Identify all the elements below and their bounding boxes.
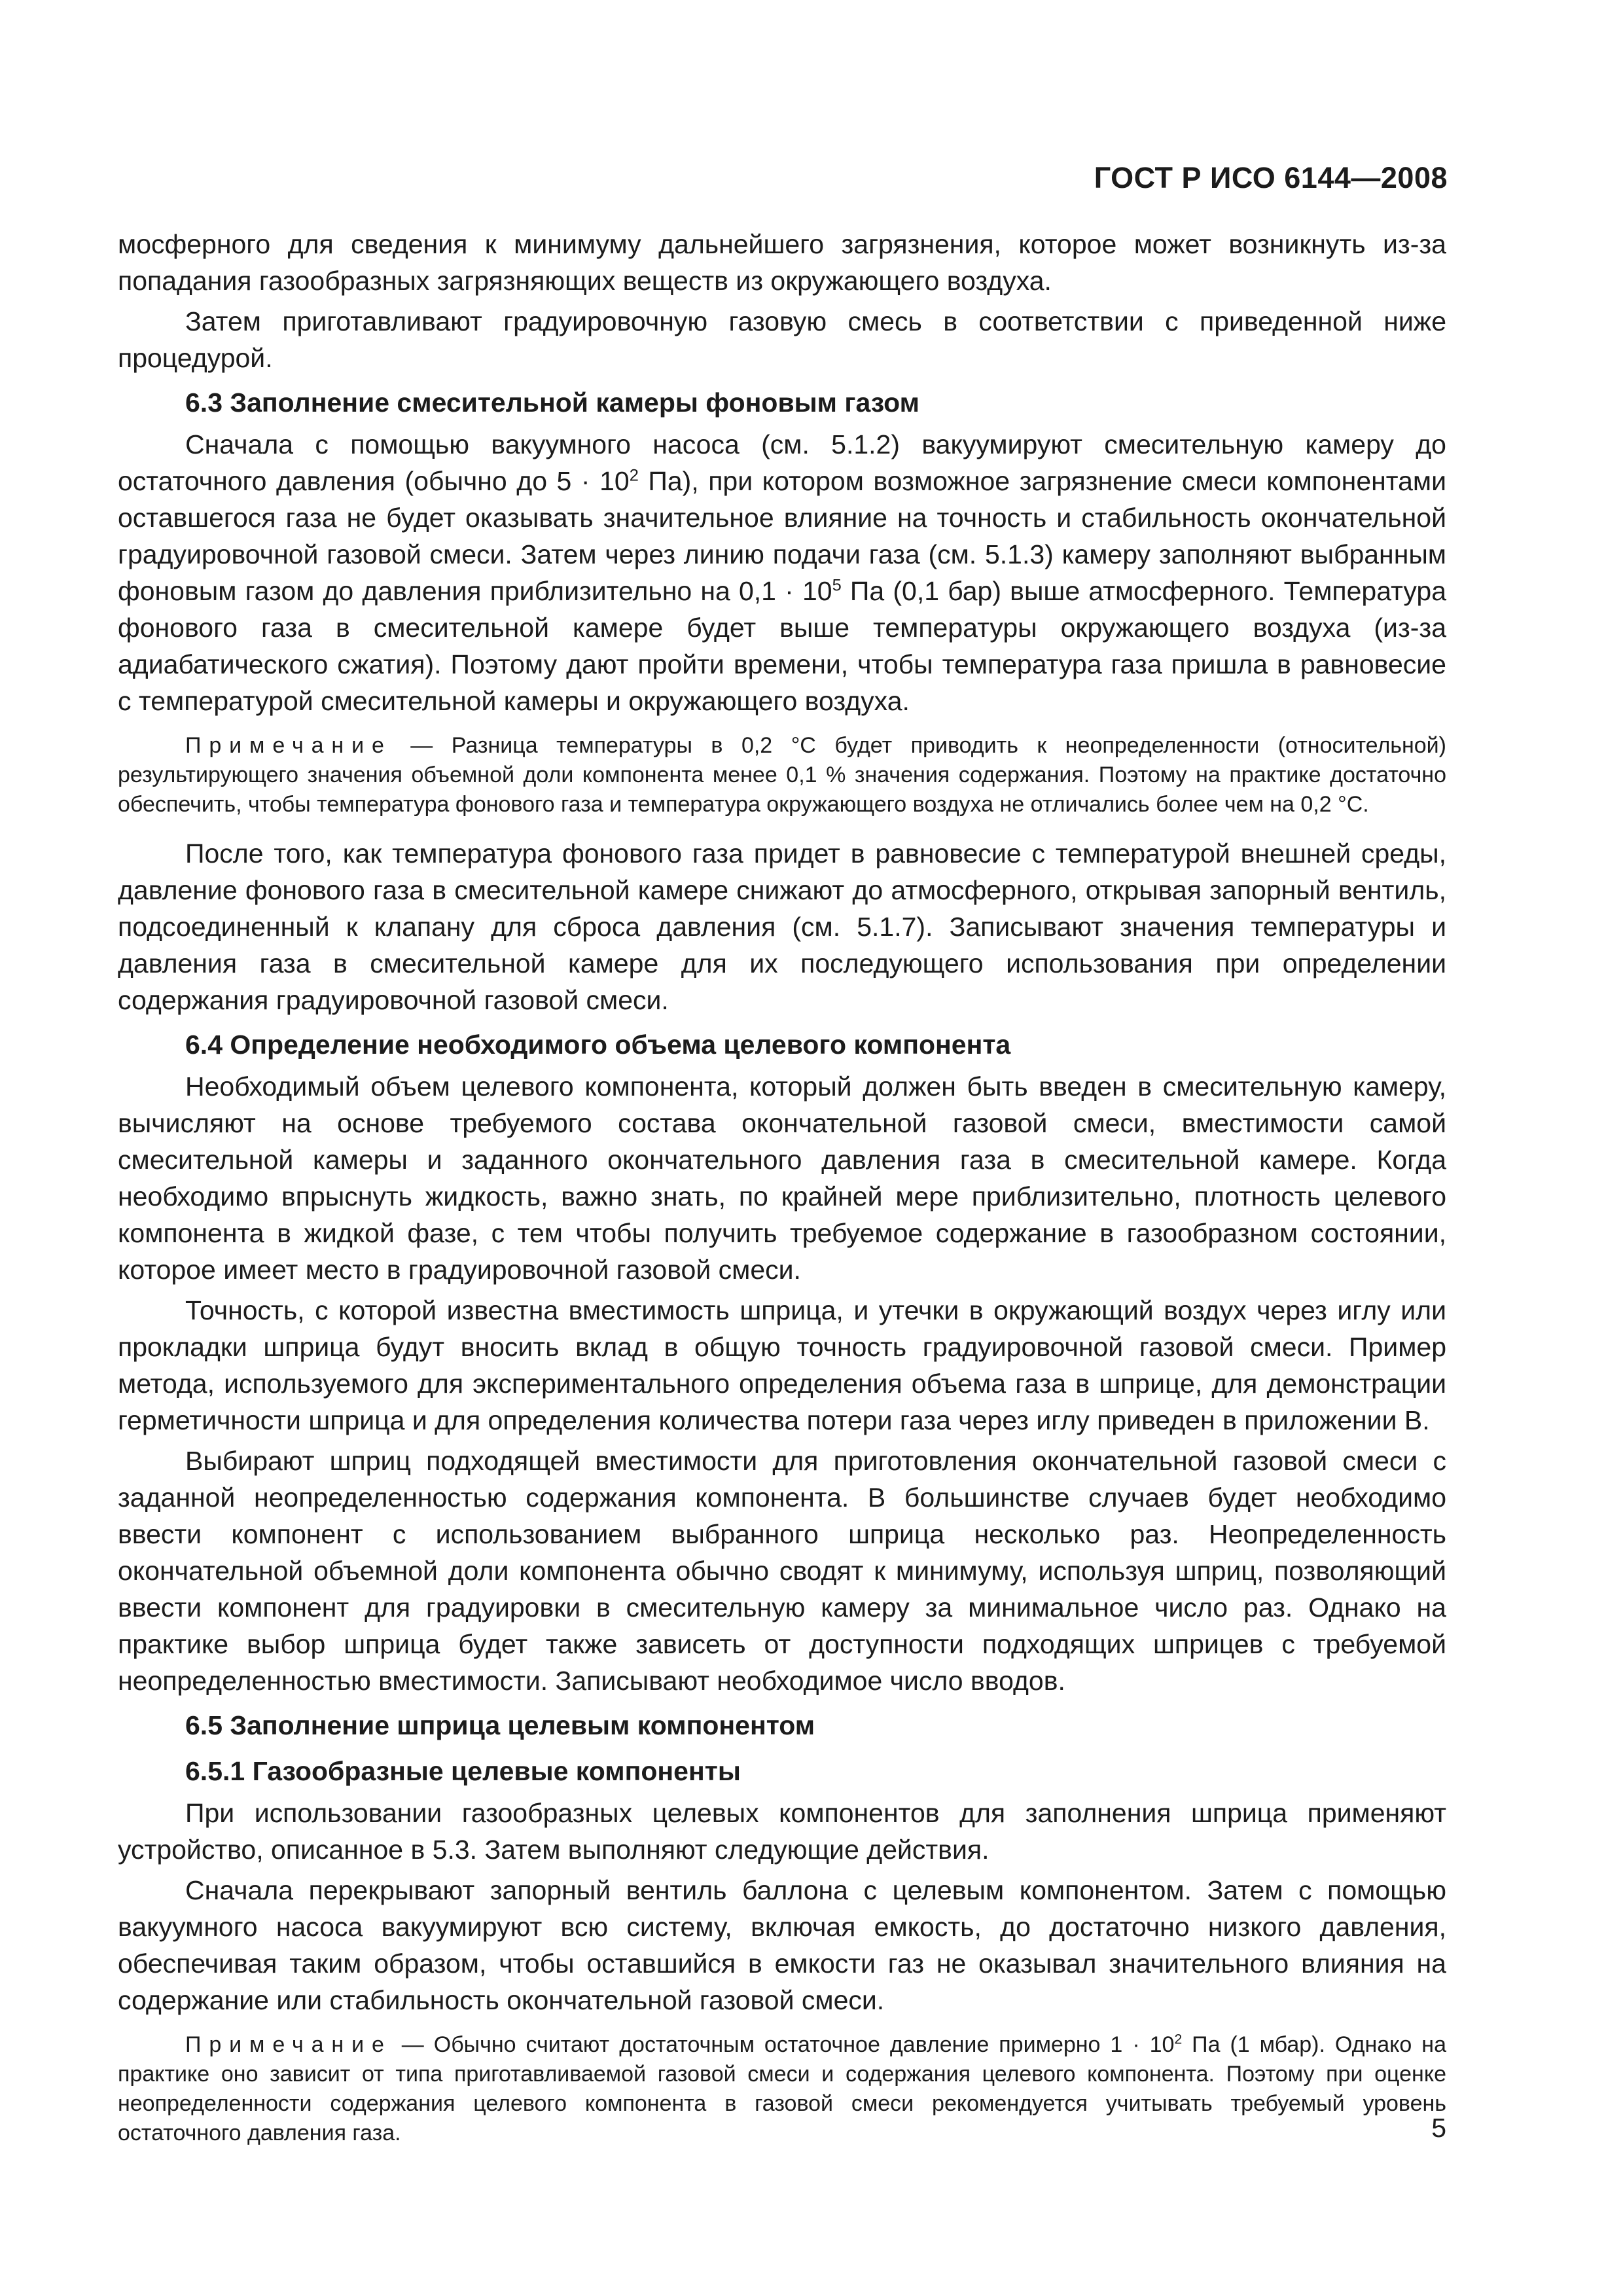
section-heading-6-5: 6.5 Заполнение шприца целевым компонентом	[185, 1710, 815, 1740]
paragraph: Точность, с которой известна вместимость шприца, и утечки в окружающий воздух через иглу или прокладки шприца будут вносить вклад в общую точность градуировочной газовой смеси. Пример метода, используемого для экспериментального определения объема газа в шприце, для демонстрации герметичности шприца и для определения количества потери газа через иглу приведен в приложении В.	[118, 1295, 1446, 1435]
paragraph: При использовании газообразных целевых компонентов для заполнения шприца применяют устройство, описанное в 5.3. Затем выполняют следующие действия.	[118, 1798, 1446, 1865]
text-fragment: Па), при котором возможное загрязнение смеси компонентами оставшегося газа не будет оказывать значительное влияние на точность и стабильность окончательной градуировочной газовой смеси. Затем через линию подачи газа (см. 5.1.3) камеру заполняют выбранным фоновым газом до давления приблизительно на 0,1 · 10	[118, 466, 1446, 606]
note-label: Примечание	[185, 2032, 392, 2057]
paragraph: После того, как температура фонового газа придет в равновесие с температурой внешней среды, давление фонового газа в смесительной камере снижают до атмосферного, открывая запорный вентиль, подсоединенный к клапану для сброса давления (см. 5.1.7). Записывают значения температуры и давления газа в смесительной камере для их последующего использования при определении содержания градуировочной газовой смеси.	[118, 838, 1446, 1015]
text-fragment: Сначала с помощью вакуумного насоса (см. 5.1.2) вакуумируют смесительную камеру до остаточного давления (обычно до 5 · 10	[118, 429, 1446, 496]
note-temperature	[118, 731, 1446, 819]
paragraph: Затем приготавливают градуировочную газовую смесь в соответствии с приведенной ниже процедурой.	[118, 306, 1446, 373]
standard-designation: ГОСТ Р ИСО 6144—2008	[1094, 161, 1448, 194]
note-label: Примечание	[185, 733, 392, 758]
section-heading-6-3: 6.3 Заполнение смесительной камеры фоновым газом	[185, 387, 919, 418]
note-text: Па (1 мбар). Однако на практике оно зависит от типа приготавливаемой газовой смеси и содержания целевого компонента. Поэтому при оценке неопределенности содержания целевого компонента в газовой смеси рекомендуется учитывать требуемый уровень остаточного давления газа.	[118, 2032, 1446, 2145]
paragraph: Сначала перекрывают запорный вентиль баллона с целевым компонентом. Затем с помощью вакуумного насоса вакуумируют всю систему, включая емкость, до достаточно низкого давления, обеспечивая таким образом, чтобы оставшийся в емкости газ не оказывал значительного влияния на содержание или стабильность окончательной газовой смеси.	[118, 1875, 1446, 2015]
section-heading-6-4: 6.4 Определение необходимого объема целевого компонента	[185, 1030, 1011, 1060]
section-heading-6-5-1: 6.5.1 Газообразные целевые компоненты	[185, 1756, 741, 1786]
note-text: — Разница температуры в 0,2 °С будет приводить к неопределенности (относительной) результирующего значения объемной доли компонента менее 0,1 % значения содержания. Поэтому на практике достаточно обеспечить, чтобы температура фонового газа и температура окружающего воздуха не отличались более чем на 0,2 °С.	[118, 733, 1446, 817]
paragraph: Выбирают шприц подходящей вместимости для приготовления окончательной газовой смеси с заданной неопределенностью содержания компонента. В большинстве случаев будет необходимо ввести компонент с использованием выбранного шприца несколько раз. Неопределенность окончательной объемной доли компонента обычно сводят к минимуму, используя шприц, позволяющий ввести компонент для градуировки в смесительную камеру за минимальное число раз. Однако на практике выбор шприца будет также зависеть от доступности подходящих шприцев с требуемой неопределенностью вместимости. Записывают необходимое число вводов.	[118, 1446, 1446, 1696]
superscript: 2	[629, 466, 639, 485]
paragraph: мосферного для сведения к минимуму дальнейшего загрязнения, которое может возникнуть из-за попадания газообразных загрязняющих веществ из окружающего воздуха.	[118, 229, 1446, 296]
text-fragment: Па (0,1 бар) выше атмосферного. Температура фонового газа в смесительной камере будет выше температуры окружающего воздуха (из-за адиабатического сжатия). Поэтому дают пройти времени, чтобы температура газа пришла в равновесие с температурой смесительной камеры и окружающего воздуха.	[118, 576, 1447, 716]
superscript: 2	[1174, 2032, 1183, 2047]
note-residual-pressure	[118, 2030, 1446, 2148]
paragraph: Необходимый объем целевого компонента, который должен быть введен в смесительную камеру, вычисляют на основе требуемого состава окончательной газовой смеси, вместимости самой смесительной камеры и заданного окончательного давления газа в смесительной камере. Когда необходимо впрыснуть жидкость, важно знать, по крайней мере приблизительно, плотность целевого компонента в жидкой фазе, с тем чтобы получить требуемое содержание в газообразном состоянии, которое имеет место в градуировочной газовой смеси.	[118, 1071, 1446, 1285]
superscript: 5	[832, 576, 842, 595]
document-body	[118, 226, 1446, 2164]
note-text: — Обычно считают достаточным остаточное давление примерно 1 · 10	[391, 2032, 1175, 2057]
page-number: 5	[1431, 2113, 1446, 2143]
paragraph-6-3	[118, 426, 1446, 719]
